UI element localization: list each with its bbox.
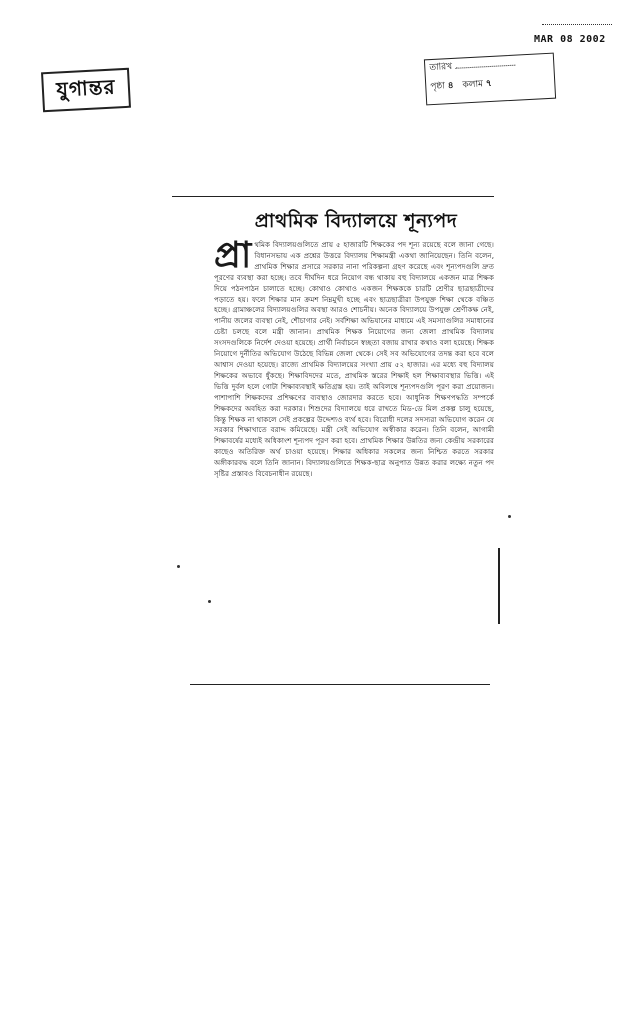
date-stamp-rule <box>542 24 612 25</box>
scan-speck <box>177 565 180 568</box>
filing-stamp-column-value: ৭ <box>485 79 493 90</box>
filing-stamp-date-label: তারিখ <box>429 61 453 74</box>
article-body <box>214 240 494 680</box>
article-body-text: থমিক বিদ্যালয়গুলিতে প্রায় ৫ হাজারটি শিক্ষকের পদ শূন্য রয়েছে বলে জানা গেছে। বিধানসভায় এক প্রশ্নের উত্তরে বিদ্যালয় শিক্ষামন্ত্রী একথা জানিয়েছেন। তিনি বলেন, প্রাথমিক শিক্ষার প্রসারে সরকার নানা পরিকল্পনা গ্রহণ করেছে এবং শূন্যপদগুলি দ্রুত পূরণের ব্যবস্থা করা হচ্ছে। তবে দীর্ঘদিন ধরে নিয়োগ বন্ধ থাকায় বহু বিদ্যালয়ে একজন মাত্র শিক্ষক দিয়ে পঠনপাঠন চালাতে হচ্ছে। কোথাও কোথাও একজন শিক্ষককে চারটি শ্রেণীর ছাত্রছাত্রীদের পড়াতে হয়। ফলে শিক্ষার মান ক্রমশ নিম্নমুখী হচ্ছে এবং ছাত্রছাত্রীরা উপযুক্ত শিক্ষা থেকে বঞ্চিত হচ্ছে। গ্রামাঞ্চলের বিদ্যালয়গুলির অবস্থা আরও শোচনীয়। অনেক বিদ্যালয়ে উপযুক্ত শ্রেণীকক্ষ নেই, পানীয় জলের ব্যবস্থা নেই, শৌচাগার নেই। সর্বশিক্ষা অভিযানের মাধ্যমে এই সমস্যাগুলির সমাধানের চেষ্টা চলছে বলে মন্ত্রী জানান। প্রাথমিক শিক্ষক নিয়োগের জন্য জেলা প্রাথমিক বিদ্যালয় সংসদগুলিকে নির্দেশ দেওয়া হয়েছে। প্রার্থী নির্বাচনে স্বচ্ছতা বজায় রাখার কথাও বলা হয়েছে। শিক্ষক নিয়োগে দুর্নীতির অভিযোগ উঠেছে বিভিন্ন জেলা থেকে। সেই সব অভিযোগের তদন্ত করা হবে বলে আশ্বাস দেওয়া হয়েছে। রাজ্যে প্রাথমিক বিদ্যালয়ের সংখ্যা প্রায় ৫২ হাজার। এর মধ্যে বহু বিদ্যালয় শিক্ষকের অভাবে ধুঁকছে। শিক্ষাবিদদের মতে, প্রাথমিক স্তরের শিক্ষাই হল শিক্ষাব্যবস্থার ভিত্তি। এই ভিত্তি দুর্বল হলে গোটা শিক্ষাব্যবস্থাই ক্ষতিগ্রস্ত হয়। তাই অবিলম্বে শূন্যপদগুলি পূরণ করা প্রয়োজন। পাশাপাশি শিক্ষকদের প্রশিক্ষণের ব্যবস্থাও জোরদার করতে হবে। আধুনিক শিক্ষণপদ্ধতি সম্পর্কে শিক্ষকদের অবহিত করা দরকার। শিশুদের বিদ্যালয়ে ধরে রাখতে মিড-ডে মিল প্রকল্প চালু হয়েছে, কিন্তু শিক্ষক না থাকলে সেই প্রকল্পের উদ্দেশ্যও ব্যর্থ হবে। বিরোধী দলের সদস্যরা অভিযোগ করেন যে সরকার শিক্ষাখাতে বরাদ্দ কমিয়েছে। মন্ত্রী সেই অভিযোগ অস্বীকার করেন। তিনি বলেন, আগামী শিক্ষাবর্ষের মধ্যেই অধিকাংশ শূন্যপদ পূরণ করা হবে। প্রাথমিক শিক্ষার উন্নতির জন্য কেন্দ্রীয় সরকারের কাছেও অতিরিক্ত অর্থ চাওয়া হয়েছে। শিক্ষার অধিকার সকলের জন্য নিশ্চিত করতে সরকার অঙ্গীকারবদ্ধ বলে তিনি জানান। বিদ্যালয়গুলিতে শিক্ষক-ছাত্র অনুপাত উন্নত করার লক্ষ্যে নতুন পদ সৃষ্টির প্রস্তাবও বিবেচনাধীন রয়েছে। <box>214 240 494 479</box>
date-stamp: MAR 08 2002 <box>534 34 606 45</box>
clipping-side-border <box>498 548 500 624</box>
clipping-top-border <box>172 196 494 197</box>
filing-stamp-column-label: কলাম <box>462 79 484 91</box>
clipping-bottom-border <box>190 684 490 685</box>
filing-stamp-date-row <box>429 57 549 75</box>
publication-logo-stamp <box>41 68 131 113</box>
publication-logo-text: যুগান্তর <box>55 73 117 102</box>
filing-stamp <box>424 53 556 106</box>
filing-stamp-page-label: পৃষ্ঠা <box>430 81 446 93</box>
scan-speck <box>208 600 211 603</box>
article-headline: প্রাথমিক বিদ্যালয়ে শূন্যপদ <box>254 210 458 232</box>
filing-stamp-page-value: ৪ <box>447 81 454 92</box>
filing-stamp-page-row <box>430 76 550 94</box>
scan-speck <box>508 515 511 518</box>
filing-stamp-date-blank <box>455 65 515 69</box>
article-dropcap: প্রা <box>214 240 252 276</box>
